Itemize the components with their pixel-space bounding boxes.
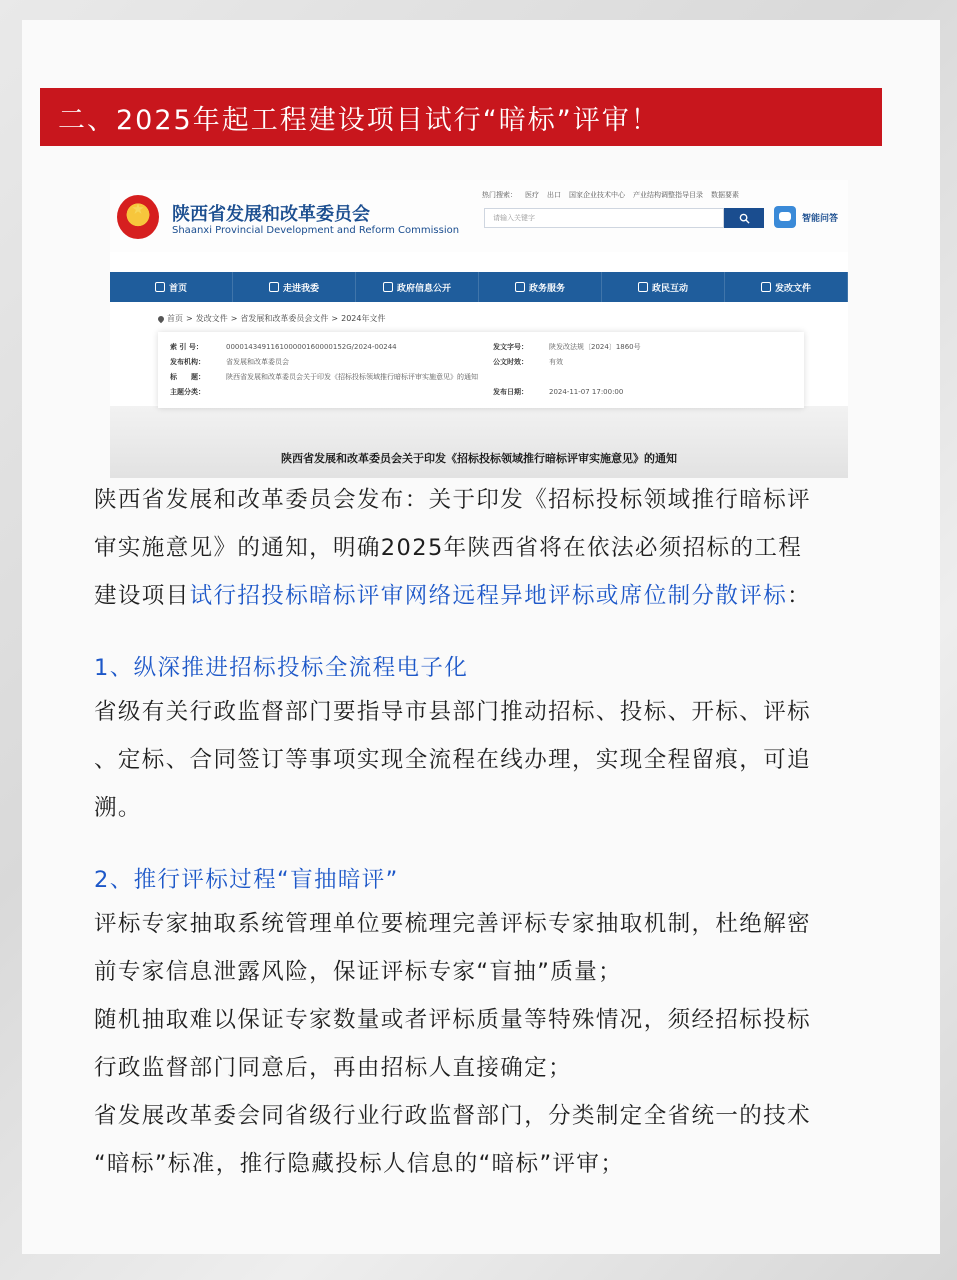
service-icon: [515, 282, 525, 292]
nav-disclosure[interactable]: [356, 272, 479, 302]
chat-bot-icon[interactable]: [774, 206, 796, 228]
intro-line: 陕西省发展和改革委员会发布：关于印发《招标投标领域推行暗标评: [94, 487, 812, 513]
meta-validity: 公文时效： 有效: [493, 358, 563, 366]
breadcrumb-item[interactable]: 发改文件: [195, 314, 228, 323]
section2-line: 随机抽取难以保证专家数量或者评标质量等特殊情况，须经招标投标: [94, 1007, 812, 1033]
site-header: [110, 180, 848, 252]
breadcrumb-sep: >: [230, 314, 238, 323]
section2-body: [94, 900, 894, 1188]
nav-label: 走进我委: [282, 283, 319, 294]
nav-label: 政民互动: [651, 283, 688, 294]
section2-line: 评标专家抽取系统管理单位要梳理完善评标专家抽取机制，杜绝解密: [94, 911, 812, 937]
section2-title: 2、推行评标过程“盲抽暗评”: [94, 867, 399, 893]
home-icon: [155, 282, 165, 292]
document-meta-panel: [158, 332, 804, 408]
chat-icon: [638, 282, 648, 292]
section1-line: 省级有关行政监督部门要指导市县部门推动招标、投标、开标、评标: [94, 699, 812, 725]
intro-suffix: ：: [787, 583, 812, 609]
breadcrumb-item[interactable]: 省发展和改革委员会文件: [240, 314, 329, 323]
building-icon: [269, 282, 279, 292]
breadcrumb-item[interactable]: 首页: [167, 314, 183, 323]
content-card: [22, 20, 940, 1254]
breadcrumb-sep: >: [186, 314, 193, 323]
intro-prefix: 建设项目: [94, 583, 190, 609]
nav-interaction[interactable]: [602, 272, 725, 302]
meta-topic: 主题分类：: [170, 388, 205, 396]
hot-link[interactable]: 医疗: [525, 191, 539, 199]
section2-line: 前专家信息泄露风险，保证评标专家“盲抽”质量；: [94, 959, 623, 985]
national-emblem-icon: [117, 195, 159, 239]
nav-label: 政府信息公开: [396, 283, 451, 294]
section2-line: 行政监督部门同意后，再由招标人直接确定；: [94, 1055, 573, 1081]
search-icon: [739, 213, 750, 224]
notice-title: 陕西省发展和改革委员会关于印发《招标投标领域推行暗标评审实施意见》的通知: [281, 452, 677, 465]
nav-services[interactable]: [479, 272, 602, 302]
main-nav: [110, 272, 848, 302]
intro-line: 审实施意见》的通知，明确2025年陕西省将在依法必须招标的工程: [94, 535, 803, 561]
smart-qa-link[interactable]: 智能问答: [802, 214, 839, 224]
hot-link[interactable]: 产业结构调整指导目录: [633, 191, 703, 199]
search-input[interactable]: [484, 208, 724, 228]
nav-label: 发改文件: [774, 283, 811, 294]
nav-label: 政务服务: [528, 283, 565, 294]
hot-link[interactable]: 国家企业技术中心: [569, 191, 625, 199]
section1-line: 、定标、合同签订等事项实现全流程在线办理，实现全程留痕，可追: [94, 747, 812, 773]
background-landscape: [110, 406, 848, 478]
meta-index: 索 引 号： 000014349116100000160000152G/2024-00244: [170, 343, 397, 351]
meta-doc-no: 发文字号： 陕发改法规〔2024〕1860号: [493, 343, 641, 351]
hot-link[interactable]: 出口: [547, 191, 561, 199]
section1-body: [94, 688, 894, 832]
hot-search-label: 热门搜索：: [482, 191, 517, 199]
intro-line: [94, 572, 894, 620]
section1-line: 溯。: [94, 795, 142, 821]
nav-documents[interactable]: [725, 272, 848, 302]
breadcrumb: [158, 313, 385, 324]
section-heading-bar: [40, 88, 882, 146]
section-heading: 二、2025年起工程建设项目试行“暗标”评审！: [58, 104, 660, 136]
file-icon: [761, 282, 771, 292]
meta-date: 发布日期： 2024-11-07 17:00:00: [493, 388, 624, 396]
nav-home[interactable]: [110, 272, 233, 302]
embedded-screenshot: [110, 180, 848, 478]
section2-line: “暗标”标准，推行隐藏投标人信息的“暗标”评审；: [94, 1151, 625, 1177]
section1-title: 1、纵深推进招标投标全流程电子化: [94, 655, 469, 681]
org-name-en: Shaanxi Provincial Development and Reform Commission: [172, 225, 460, 236]
nav-label: 首页: [168, 283, 187, 294]
hot-search-links: [482, 190, 739, 200]
search-button[interactable]: [724, 208, 764, 228]
breadcrumb-item[interactable]: 2024年文件: [341, 314, 386, 323]
breadcrumb-sep: >: [331, 314, 339, 323]
meta-title: 标 题： 陕西省发展和改革委员会关于印发《招标投标领域推行暗标评审实施意见》的通知: [170, 373, 478, 381]
location-pin-icon: [157, 314, 165, 322]
search-placeholder: 请输入关键字: [493, 214, 535, 222]
hot-link[interactable]: 数据要素: [711, 191, 739, 199]
intro-highlight: 试行招投标暗标评审网络远程异地评标或席位制分散评标: [189, 583, 788, 609]
nav-about[interactable]: [233, 272, 356, 302]
org-name-cn: 陕西省发展和改革委员会: [172, 204, 370, 225]
document-icon: [383, 282, 393, 292]
intro-paragraph: [94, 476, 894, 620]
section2-line: 省发展改革委会同省级行业行政监督部门，分类制定全省统一的技术: [94, 1103, 812, 1129]
meta-publisher: 发布机构： 省发展和改革委员会: [170, 358, 289, 366]
